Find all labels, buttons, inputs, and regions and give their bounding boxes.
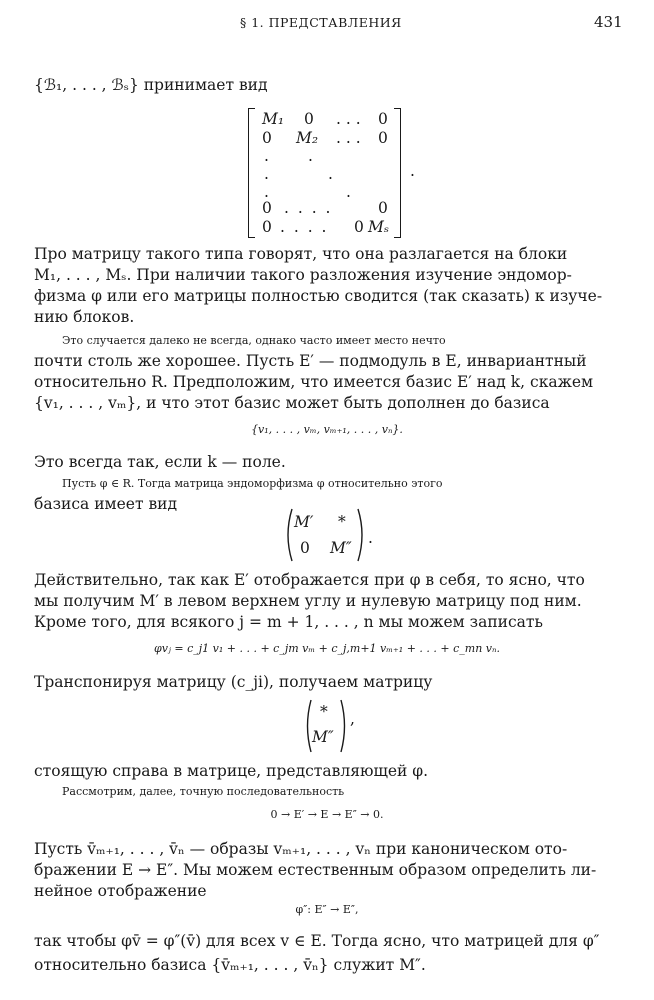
- page-number: 431: [594, 13, 623, 31]
- matrix-cell: 0: [262, 129, 272, 147]
- formula-basis: {v₁, . . . , vₘ, vₘ₊₁, . . . , vₙ}.: [251, 423, 403, 436]
- running-header: [0, 12, 654, 34]
- matrix-cell: .: [308, 147, 313, 165]
- matrix-cell: 0: [378, 199, 388, 217]
- text-line: нейное отображение: [34, 882, 207, 900]
- punctuation: .: [368, 529, 373, 547]
- text-line: стоящую справа в матрице, представляющей φ.: [34, 762, 429, 780]
- right-paren: [354, 507, 368, 563]
- text-line: мы получим M′ в левом верхнем углу и нулевую матрицу под ним.: [34, 592, 582, 610]
- matrix-cell: 0: [262, 199, 272, 217]
- matrix-cell: .: [264, 165, 269, 183]
- text-line: относительно базиса {v̄ₘ₊₁, . . . , v̄ₙ} служит M″.: [34, 956, 426, 974]
- text-line: Это всегда так, если k — поле.: [34, 453, 286, 471]
- matrix-cell: . . . .: [284, 199, 333, 217]
- matrix-cell: M₁: [262, 110, 285, 128]
- text-line: относительно R. Предположим, что имеется базис E′ над k, скажем: [34, 373, 594, 391]
- formula-map: φ″: E″ → E″,: [295, 903, 359, 916]
- matrix-cell: . . .: [336, 129, 361, 147]
- text-line: {ℬ₁, . . . , ℬₛ} принимает вид: [34, 76, 268, 94]
- matrix-cell: .: [328, 165, 333, 183]
- punctuation: ,: [350, 710, 355, 728]
- text-line: Пусть v̄ₘ₊₁, . . . , v̄ₙ — образы vₘ₊₁, . . . , vₙ при каноническом ото-: [34, 840, 568, 858]
- text-line: Рассмотрим, далее, точную последовательность: [62, 785, 345, 798]
- text-line: {v₁, . . . , vₘ}, и что этот базис может быть дополнен до базиса: [34, 394, 550, 412]
- right-paren: [338, 698, 350, 754]
- matrix-row: [258, 109, 394, 129]
- text-line: Это случается далеко не всегда, однако часто имеет место нечто: [62, 334, 446, 347]
- matrix-cell: 0: [378, 110, 388, 128]
- section-title: § 1. ПРЕДСТАВЛЕНИЯ: [240, 15, 402, 30]
- column-matrix: [302, 698, 362, 754]
- text-line: базиса имеет вид: [34, 495, 178, 513]
- text-line: Кроме того, для всякого j = m + 1, . . . , n мы можем записать: [34, 613, 543, 631]
- matrix-row: [258, 146, 394, 166]
- matrix-cell: .: [346, 183, 351, 201]
- matrix-cell: M″: [330, 539, 352, 557]
- matrix-cell: *: [338, 513, 346, 531]
- left-bracket: [248, 108, 255, 238]
- matrix-cell: M₂: [296, 129, 319, 147]
- text-line: Транспонируя матрицу (c_ji), получаем матрицу: [34, 673, 433, 691]
- text-line: так чтобы φv̄ = φ″(v̄) для всех v ∈ E. Тогда ясно, что матрицей для φ″: [34, 932, 600, 950]
- matrix-cell: . . . .: [280, 218, 329, 236]
- matrix-cell: 0: [262, 218, 272, 236]
- matrix-cell: .: [264, 183, 269, 201]
- matrix-cell: 0: [378, 129, 388, 147]
- right-bracket: [394, 108, 401, 238]
- text-line: почти столь же хорошее. Пусть E′ — подмодуль в E, инвариантный: [34, 352, 587, 370]
- matrix-row: [258, 128, 394, 148]
- matrix-cell: 0: [300, 539, 310, 557]
- matrix-cell: 0: [354, 218, 364, 236]
- text-line: Про матрицу такого типа говорят, что она разлагается на блоки: [34, 245, 568, 263]
- matrix-cell: M′: [294, 513, 314, 531]
- matrix-cell: . . .: [336, 110, 361, 128]
- matrix-cell: .: [264, 147, 269, 165]
- matrix-row: [258, 217, 394, 237]
- text-line: Пусть φ ∈ R. Тогда матрица эндоморфизма φ относительно этого: [62, 477, 443, 490]
- block-diagonal-matrix: [248, 106, 408, 239]
- punctuation: .: [410, 162, 415, 180]
- matrix-cell: Mₛ: [368, 218, 390, 236]
- matrix-cell: 0: [304, 110, 314, 128]
- text-line: физма φ или его матрицы полностью сводится (так сказать) к изуче-: [34, 287, 603, 305]
- block-matrix: [282, 507, 382, 563]
- formula-phi: φvⱼ = c_j1 v₁ + . . . + c_jm vₘ + c_j,m+1 vₘ₊₁ + . . . + c_mn vₙ.: [154, 642, 500, 655]
- text-line: бражении E → E″. Мы можем естественным образом определить ли-: [34, 861, 597, 879]
- text-line: нию блоков.: [34, 308, 135, 326]
- text-line: M₁, . . . , Mₛ. При наличии такого разложения изучение эндомор-: [34, 266, 572, 284]
- text-line: Действительно, так как E′ отображается при φ в себя, то ясно, что: [34, 571, 585, 589]
- formula-sequence: 0 → E′ → E → E″ → 0.: [270, 808, 384, 821]
- matrix-cell: *: [320, 703, 328, 721]
- matrix-row: [258, 198, 394, 218]
- matrix-row: [258, 164, 394, 184]
- matrix-cell: M″: [312, 728, 334, 746]
